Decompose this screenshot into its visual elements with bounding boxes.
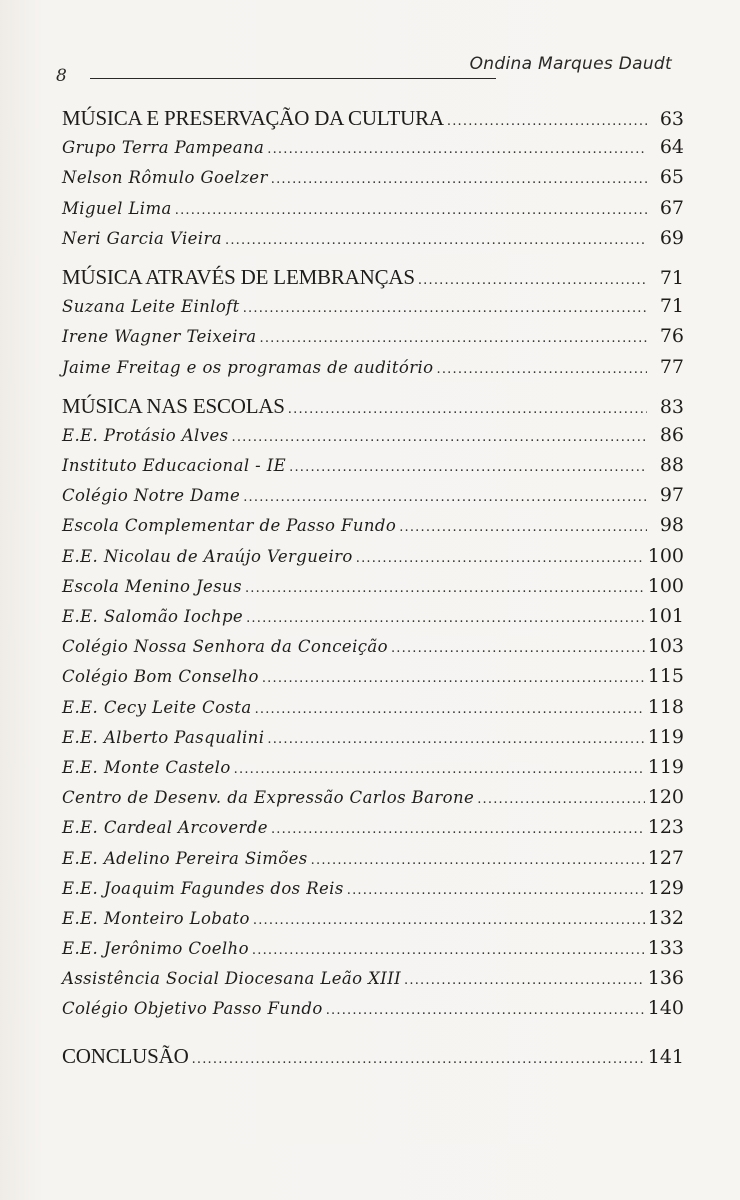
toc-entry-title: Escola Complementar de Passo Fundo	[62, 516, 397, 536]
toc-entry	[62, 726, 684, 756]
toc-entry-title: CONCLUSÃO	[62, 1043, 189, 1068]
toc-entry-title: E.E. Protásio Alves	[62, 425, 229, 445]
toc-entry	[62, 166, 684, 196]
toc-entry	[62, 997, 684, 1027]
toc-entry	[62, 484, 684, 514]
toc-entry-title: MÚSICA E PRESERVAÇÃO DA CULTURA	[62, 106, 444, 130]
toc-entry-page: 86	[659, 423, 684, 446]
toc-entry	[62, 816, 684, 846]
dot-leader	[391, 641, 645, 656]
toc-entry	[62, 696, 684, 726]
toc-entry-page: 67	[659, 196, 684, 219]
toc-entry	[62, 847, 684, 877]
toc-entry	[62, 197, 684, 227]
dot-leader	[477, 792, 645, 807]
toc-entry-title: Miguel Lima	[62, 198, 172, 218]
toc-entry-page: 129	[647, 876, 684, 899]
dot-leader	[326, 1003, 645, 1018]
toc-entry	[62, 545, 684, 575]
toc-entry	[62, 325, 684, 355]
dot-leader	[356, 551, 645, 566]
running-head	[56, 52, 686, 84]
table-of-contents	[62, 106, 684, 1074]
toc-entry-title: MÚSICA NAS ESCOLAS	[62, 393, 285, 418]
toc-entry-title: E.E. Jerônimo Coelho	[62, 939, 249, 959]
toc-entry-title: Assistência Social Diocesana Leão XIII	[62, 969, 402, 989]
page-number: 8	[56, 66, 67, 86]
dot-leader	[271, 172, 647, 187]
toc-section-entry	[62, 106, 684, 136]
dot-leader	[311, 853, 645, 868]
toc-entry-page: 97	[659, 484, 684, 507]
dot-leader	[255, 702, 645, 717]
toc-entry-title: E.E. Adelino Pereira Simões	[62, 848, 308, 868]
toc-entry-page: 88	[659, 454, 684, 477]
dot-leader	[404, 973, 645, 988]
dot-leader	[243, 301, 647, 316]
toc-entry-page: 101	[647, 605, 684, 627]
toc-entry	[62, 136, 684, 166]
toc-entry-page: 103	[647, 635, 684, 658]
toc-entry-title: E.E. Monte Castelo	[62, 757, 231, 777]
dot-leader	[288, 402, 647, 417]
toc-entry-title: E.E. Cecy Leite Costa	[62, 697, 252, 717]
toc-entry-page: 64	[659, 136, 684, 159]
toc-entry-page: 100	[647, 574, 684, 597]
dot-leader	[232, 430, 648, 445]
toc-entry-page: 69	[659, 226, 684, 249]
dot-leader	[399, 520, 647, 535]
toc-entry-title: Colégio Notre Dame	[62, 486, 241, 506]
toc-entry-title: E.E. Joaquim Fagundes dos Reis	[62, 878, 344, 898]
toc-entry-title: E.E. Cardeal Arcoverde	[62, 818, 268, 838]
dot-leader	[252, 943, 645, 958]
toc-entry-page: 132	[647, 906, 684, 929]
dot-leader	[267, 732, 644, 747]
toc-entry-title: Colégio Objetivo Passo Fundo	[62, 999, 323, 1019]
dot-leader	[437, 362, 648, 377]
toc-entry	[62, 635, 684, 665]
dot-leader	[289, 460, 647, 475]
toc-entry	[62, 514, 684, 544]
toc-entry-title: MÚSICA ATRAVÉS DE LEMBRANÇAS	[62, 264, 415, 289]
toc-entry-page: 98	[659, 514, 684, 537]
dot-leader	[246, 611, 645, 626]
toc-entry-page: 83	[659, 395, 684, 418]
toc-entry-page: 115	[647, 665, 684, 688]
toc-entry	[62, 295, 684, 325]
toc-entry	[62, 665, 684, 695]
dot-leader	[267, 142, 647, 157]
toc-entry-title: Escola Menino Jesus	[62, 576, 242, 596]
toc-section-entry	[62, 265, 684, 295]
toc-entry	[62, 424, 684, 454]
toc-entry-page: 119	[647, 755, 684, 778]
author-name: Ondina Marques Daudt	[469, 54, 672, 74]
toc-entry	[62, 877, 684, 907]
toc-entry-title: Grupo Terra Pampeana	[62, 138, 265, 158]
toc-entry-page: 118	[647, 695, 684, 718]
toc-entry-title: E.E. Alberto Pasqualini	[62, 727, 265, 747]
toc-entry-page: 65	[659, 166, 684, 189]
toc-entry-title: Nelson Rômulo Goelzer	[62, 168, 268, 188]
toc-entry	[62, 907, 684, 937]
toc-entry-title: Centro de Desenv. da Expressão Carlos Barone	[62, 788, 475, 808]
toc-entry-page: 100	[647, 544, 684, 567]
toc-entry-title: E.E. Monteiro Lobato	[62, 908, 250, 928]
toc-entry	[62, 786, 684, 816]
toc-entry-page: 76	[659, 325, 684, 348]
toc-entry-page: 71	[659, 295, 684, 318]
header-rule	[90, 78, 496, 79]
toc-entry-title: Suzana Leite Einloft	[62, 297, 240, 317]
toc-entry-page: 133	[647, 937, 684, 960]
dot-leader	[447, 114, 647, 129]
dot-leader	[262, 671, 645, 686]
toc-entry-title: Colégio Bom Conselho	[62, 667, 259, 687]
toc-entry-page: 120	[647, 786, 684, 809]
toc-entry-page: 63	[659, 108, 684, 130]
toc-entry	[62, 937, 684, 967]
toc-entry-title: Neri Garcia Vieira	[62, 228, 222, 248]
toc-entry-page: 119	[647, 725, 684, 748]
dot-leader	[347, 883, 645, 898]
toc-entry-title: Jaime Freitag e os programas de auditório	[62, 357, 434, 377]
dot-leader	[271, 822, 645, 837]
toc-entry-page: 141	[647, 1045, 684, 1068]
toc-entry	[62, 605, 684, 635]
toc-section-entry	[62, 1044, 684, 1074]
toc-entry-title: E.E. Nicolau de Araújo Vergueiro	[62, 546, 353, 566]
toc-entry	[62, 454, 684, 484]
dot-leader	[418, 273, 647, 288]
toc-entry-page: 140	[647, 997, 684, 1020]
toc-entry-title: Colégio Nossa Senhora da Conceição	[62, 637, 388, 657]
dot-leader	[243, 490, 647, 505]
toc-entry-page: 123	[647, 816, 684, 839]
toc-entry-title: Instituto Educacional - IE	[62, 456, 287, 476]
toc-entry	[62, 227, 684, 257]
toc-entry-title: Irene Wagner Teixeira	[62, 327, 257, 347]
toc-entry	[62, 967, 684, 997]
toc-entry-page: 136	[647, 967, 684, 990]
toc-section-entry	[62, 394, 684, 424]
toc-entry-page: 127	[647, 846, 684, 869]
dot-leader	[225, 233, 647, 248]
toc-entry-page: 71	[659, 266, 684, 289]
dot-leader	[253, 913, 645, 928]
dot-leader	[245, 581, 645, 596]
toc-entry	[62, 356, 684, 386]
dot-leader	[175, 203, 647, 218]
dot-leader	[192, 1052, 645, 1067]
toc-entry-title: E.E. Salomão Iochpe	[62, 607, 244, 626]
dot-leader	[234, 762, 645, 777]
dot-leader	[260, 331, 648, 346]
toc-entry	[62, 756, 684, 786]
toc-entry	[62, 575, 684, 605]
toc-entry-page: 77	[659, 355, 684, 378]
